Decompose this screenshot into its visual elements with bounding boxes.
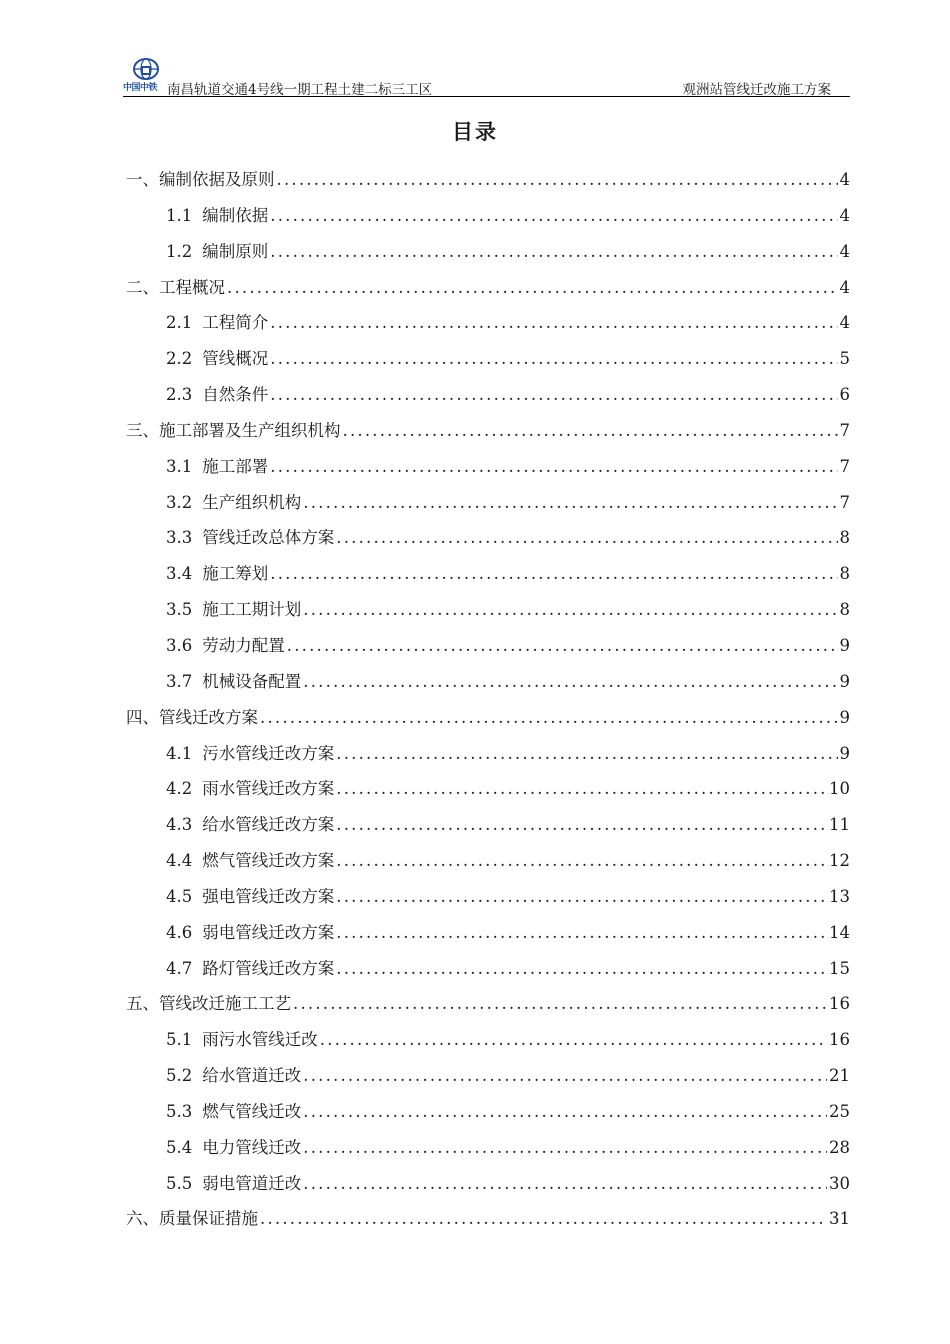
toc-entry[interactable] (126, 1022, 850, 1058)
toc-entry-title: 雨污水管线迁改 (202, 1030, 318, 1050)
toc-page-number: 30 (829, 1173, 850, 1193)
toc-dot-leader (270, 341, 837, 377)
toc-page-number: 10 (829, 779, 850, 799)
toc-entry-title: 管线概况 (202, 349, 269, 369)
toc-entry-number: 5.4 (166, 1137, 193, 1157)
toc-dot-leader (336, 807, 827, 843)
toc-entry[interactable] (126, 449, 850, 485)
toc-entry-title: 污水管线迁改方案 (202, 743, 335, 763)
logo-text: 中国中铁 (123, 83, 158, 93)
toc-entry[interactable] (126, 1058, 850, 1094)
toc-entry[interactable] (126, 915, 850, 951)
toc-dot-leader (336, 951, 827, 987)
toc-entry-number: 1.2 (166, 241, 193, 261)
toc-entry[interactable] (126, 664, 850, 700)
toc-entry-number: 2.3 (166, 385, 193, 405)
toc-entry-title: 生产组织机构 (202, 492, 302, 512)
toc-entry[interactable] (126, 341, 850, 377)
toc-page-number: 12 (829, 851, 850, 871)
toc-entry-title: 强电管线迁改方案 (202, 886, 335, 906)
toc-dot-leader (270, 449, 837, 485)
toc-dot-leader (260, 1201, 827, 1237)
toc-dot-leader (303, 664, 837, 700)
toc-entry-title: 编制原则 (202, 241, 269, 261)
toc-entry-number: 5.2 (166, 1066, 193, 1086)
toc-entry-title: 雨水管线迁改方案 (202, 779, 335, 799)
toc-entry-title: 六、质量保证措施 (126, 1209, 258, 1229)
toc-page-number: 13 (829, 886, 850, 906)
toc-page-number: 7 (839, 492, 850, 512)
toc-entry-title: 编制依据 (202, 205, 269, 225)
page-header (123, 58, 850, 98)
toc-entry[interactable] (126, 520, 850, 556)
toc-page-number: 21 (829, 1066, 850, 1086)
toc-entry-title: 燃气管线迁改方案 (202, 851, 335, 871)
toc-entry-number: 2.1 (166, 313, 193, 333)
toc-dot-leader (260, 700, 838, 736)
toc-entry[interactable] (126, 1094, 850, 1130)
toc-entry-number: 4.5 (166, 886, 193, 906)
toc-entry[interactable] (126, 986, 850, 1022)
toc-page-number: 11 (829, 815, 850, 835)
toc-dot-leader (336, 879, 827, 915)
toc-dot-leader (336, 915, 827, 951)
toc-entry[interactable] (126, 198, 850, 234)
toc-entry[interactable] (126, 951, 850, 987)
toc-entry-number: 5.1 (166, 1030, 193, 1050)
toc-page-number: 4 (839, 241, 850, 261)
toc-entry-title: 弱电管道迁改 (202, 1173, 302, 1193)
toc-entry[interactable] (126, 162, 850, 198)
toc-dot-leader (303, 1058, 827, 1094)
toc-entry-title: 二、工程概况 (126, 277, 225, 297)
toc-entry-title: 四、管线迁改方案 (126, 707, 258, 727)
project-name: 南昌轨道交通4号线一期工程土建二标三工区 (167, 82, 433, 98)
toc-entry-number: 5.5 (166, 1173, 193, 1193)
toc-page-number: 8 (839, 564, 850, 584)
toc-page-number: 7 (839, 420, 850, 440)
toc-entry-title: 燃气管线迁改 (202, 1101, 302, 1121)
toc-entry-number: 4.6 (166, 922, 193, 942)
toc-entry-title: 施工筹划 (202, 564, 269, 584)
page-title: 目录 (452, 120, 498, 144)
toc-page-number: 9 (839, 671, 850, 691)
toc-page-number: 28 (829, 1137, 850, 1157)
toc-entry[interactable] (126, 1166, 850, 1202)
toc-entry-number: 2.2 (166, 349, 193, 369)
toc-entry-title: 给水管道迁改 (202, 1066, 302, 1086)
toc-dot-leader (270, 198, 837, 234)
toc-dot-leader (336, 843, 827, 879)
toc-page-number: 8 (839, 528, 850, 548)
toc-entry-title: 五、管线改迁施工工艺 (126, 994, 291, 1014)
toc-entry-number: 4.7 (166, 958, 193, 978)
toc-entry[interactable] (126, 1130, 850, 1166)
toc-entry-number: 5.3 (166, 1101, 193, 1121)
toc-entry-title: 弱电管线迁改方案 (202, 922, 335, 942)
toc-page-number: 4 (839, 170, 850, 189)
toc-entry[interactable] (126, 556, 850, 592)
toc-page-number: 8 (839, 600, 850, 620)
toc-entry[interactable] (126, 485, 850, 521)
toc-entry-number: 3.2 (166, 492, 193, 512)
toc-dot-leader (303, 485, 837, 521)
toc-page-number: 7 (839, 456, 850, 476)
toc-page-number: 4 (839, 277, 850, 297)
toc-entry-number: 3.4 (166, 564, 193, 584)
toc-entry[interactable] (126, 234, 850, 270)
toc-entry-title: 施工部署 (202, 456, 269, 476)
toc-entry[interactable] (126, 700, 850, 736)
toc-page-number: 4 (839, 205, 850, 225)
toc-entry-title: 劳动力配置 (202, 635, 285, 655)
toc-page-number: 5 (839, 349, 850, 369)
toc-entry-number: 3.6 (166, 635, 193, 655)
toc-dot-leader (270, 377, 837, 413)
toc-dot-leader (303, 592, 837, 628)
toc-dot-leader (293, 986, 827, 1022)
toc-entry[interactable] (126, 807, 850, 843)
toc-dot-leader (270, 556, 837, 592)
toc-page-number: 14 (829, 922, 850, 942)
toc-dot-leader (343, 413, 838, 449)
globe-logo-icon (133, 58, 159, 80)
toc-page-number: 15 (829, 958, 850, 978)
toc-page-number: 9 (839, 743, 850, 763)
toc-entry[interactable] (126, 305, 850, 341)
toc-entry-number: 4.4 (166, 851, 193, 871)
company-logo (123, 58, 169, 94)
toc-entry-title: 施工工期计划 (202, 600, 302, 620)
toc-page-number: 6 (839, 385, 850, 405)
toc-entry[interactable] (126, 736, 850, 772)
toc-entry-number: 1.1 (166, 205, 193, 225)
toc-dot-leader (336, 520, 837, 556)
toc-entry-title: 给水管线迁改方案 (202, 815, 335, 835)
toc-entry[interactable] (126, 592, 850, 628)
toc-dot-leader (320, 1022, 827, 1058)
toc-dot-leader (277, 162, 838, 198)
toc-page-number: 31 (829, 1209, 850, 1229)
toc-dot-leader (336, 771, 827, 807)
toc-entry[interactable] (126, 413, 850, 449)
toc-entry-number: 3.1 (166, 456, 193, 476)
toc-dot-leader (303, 1094, 827, 1130)
toc-entry-title: 机械设备配置 (202, 671, 302, 691)
toc-entry[interactable] (126, 377, 850, 413)
toc-page-number: 4 (839, 313, 850, 333)
toc-dot-leader (270, 234, 837, 270)
toc-page-number: 16 (829, 994, 850, 1014)
toc-entry-title: 路灯管线迁改方案 (202, 958, 335, 978)
toc-entry-title: 工程简介 (202, 313, 269, 333)
toc-dot-leader (227, 270, 838, 306)
toc-entry-number: 3.5 (166, 600, 193, 620)
toc-dot-leader (287, 628, 838, 664)
toc-dot-leader (270, 305, 837, 341)
toc-entry-title: 三、施工部署及生产组织机构 (126, 420, 341, 440)
toc-entry-number: 4.1 (166, 743, 193, 763)
toc-entry-number: 4.3 (166, 815, 193, 835)
toc-page-number: 9 (839, 635, 850, 655)
toc-page-number: 16 (829, 1030, 850, 1050)
toc-entry[interactable] (126, 270, 850, 306)
document-name: 观洲站管线迁改施工方案 (682, 82, 831, 98)
toc-page-number: 9 (839, 707, 850, 727)
toc-dot-leader (336, 736, 837, 772)
toc-entry[interactable] (126, 879, 850, 915)
toc-dot-leader (303, 1166, 827, 1202)
header-divider (123, 96, 850, 97)
toc-entry[interactable] (126, 1201, 850, 1237)
toc-entry-number: 3.7 (166, 671, 193, 691)
toc-page-number: 25 (829, 1101, 850, 1121)
toc-entry[interactable] (126, 843, 850, 879)
toc-entry-title: 管线迁改总体方案 (202, 528, 335, 548)
toc-entry-number: 3.3 (166, 528, 193, 548)
toc-entry[interactable] (126, 771, 850, 807)
toc-entry-title: 电力管线迁改 (202, 1137, 302, 1157)
toc-entry-title: 一、编制依据及原则 (126, 170, 275, 189)
toc-entry-number: 4.2 (166, 779, 193, 799)
table-of-contents (126, 162, 850, 1237)
toc-dot-leader (303, 1130, 827, 1166)
toc-entry-title: 自然条件 (202, 385, 269, 405)
toc-entry[interactable] (126, 628, 850, 664)
